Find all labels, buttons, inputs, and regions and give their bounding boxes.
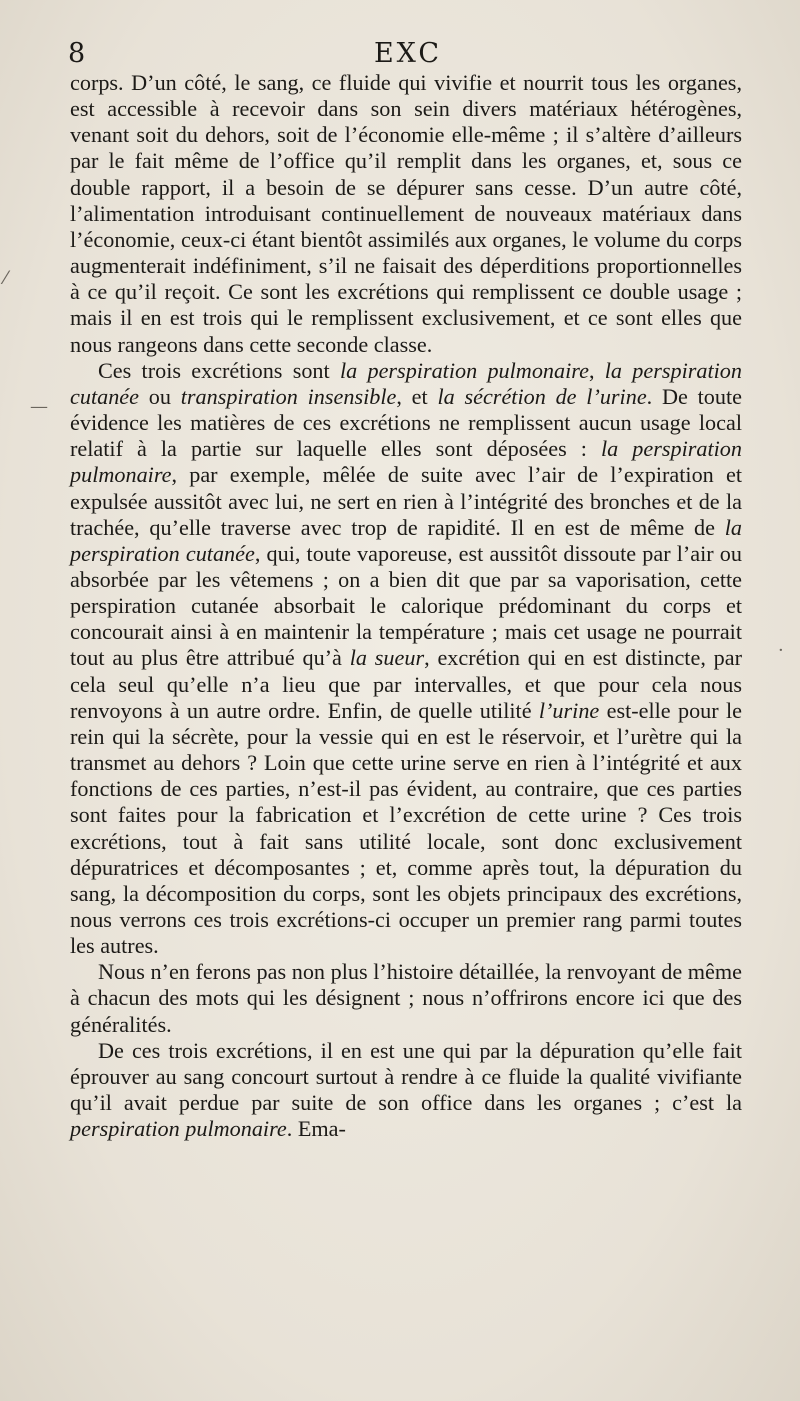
margin-dot-mark: ·	[778, 640, 784, 661]
text-run: Ces trois excrétions sont	[98, 357, 340, 383]
text-run: est-elle pour le rein qui la sécrète, pour la vessie qui en est le réservoir, et l’urètre qui la transmet au dehors ? Loin que cette urine serve en rien à l’intégrité et aux fonctions de ces parties, n’est-il pas évident, au contraire, que ces parties sont faites pour la fabrication et l’excrétion de cette urine ? Ces trois excrétions, tout à fait sans utilité locale, sont donc exclusivement dépuratrices et décomposantes ; et, comme après tout, la dépuration du sang, la décomposition du corps, sont les objets principaux des excrétions, nous verrons ces trois excrétions-ci occuper un premier rang parmi toutes les autres.	[70, 697, 742, 959]
margin-dash-mark: —	[30, 396, 48, 417]
page-number: 8	[68, 38, 86, 69]
body-text	[70, 70, 742, 1142]
text-run: , qui, toute vaporeuse, est aussitôt dissoute par l’air ou absorbée par les vêtemens ; on a bien dit que par sa vaporisation, cette perspiration cutanée absorbait le calorique prédominant du corps et concourait ainsi à en maintenir la température ; mais cet usage ne pourrait tout au plus être attribué qu’à	[70, 540, 742, 671]
italic-term: la perspiration cutanée	[70, 357, 742, 409]
italic-term: la perspiration pulmonaire	[339, 357, 589, 383]
italic-term: perspiration pulmonaire	[70, 1116, 287, 1142]
paragraph	[70, 70, 742, 358]
text-run: Nous n’en ferons pas non plus l’histoire détaillée, la renvoyant de même à chacun des mots qui les désignent ; nous n’offrirons encore ici que des généralités.	[70, 959, 742, 1037]
running-head	[68, 36, 748, 72]
italic-term: la perspiration cutanée	[70, 514, 742, 566]
text-run: , par exemple, mêlée de suite avec l’air de l’expiration et expulsée aussitôt avec lui, ne sert en rien à l’intégrité des bronches et de la trachée, qu’elle traverse avec trop de rapidité. Il en est de même de	[70, 462, 742, 540]
italic-term: la sueur	[349, 645, 425, 671]
text-run: , excrétion qui en est distincte, par cela seul qu’elle n’a lieu que par intervalles, et que pour cela nous renvoyons à un autre ordre. Enfin, de quelle utilité	[70, 645, 743, 723]
paragraph	[70, 358, 742, 960]
text-run: , et	[396, 383, 438, 409]
text-run: . De toute évidence les matières de ces excrétions ne remplissent aucun usage local relatif à la partie sur laquelle elles sont déposées :	[70, 383, 742, 462]
italic-term: transpiration insensible	[180, 383, 397, 409]
italic-term: l’urine	[538, 697, 600, 723]
text-run: ,	[588, 357, 605, 383]
italic-term: la sécrétion de l’urine	[437, 383, 647, 409]
text-run: De ces trois excrétions, il en est une qui par la dépuration qu’elle fait éprouver au sang concourt surtout à rendre à ce fluide la qualité vivifiante qu’il avait perdue par suite de son office dans les organes ; c’est la	[70, 1037, 742, 1116]
text-run: corps. D’un côté, le sang, ce fluide qui vivifie et nourrit tous les organes, est accessible à recevoir dans son sein divers matériaux hétérogènes, venant soit du dehors, soit de l’économie elle-même ; il s’altère d’ailleurs par le fait même de l’office qu’il remplit dans les organes, et, sous ce double rapport, il a besoin de se dépurer sans cesse. D’un autre côté, l’alimentation introduisant continuellement de nouveaux matériaux dans l’économie, ceux-ci étant bientôt assimilés aux organes, le volume du corps augmenterait indéfiniment, s’il ne faisait des déperditions proportionnelles à ce qu’il reçoit. Ce sont les excrétions qui remplissent ce double usage ; mais il en est trois qui le remplissent exclusivement, et ce sont elles que nous rangeons dans cette seconde classe.	[70, 70, 742, 357]
paragraph	[70, 1038, 742, 1143]
italic-term: la perspiration pulmonaire	[70, 436, 742, 488]
paragraph	[70, 959, 742, 1037]
running-title: EXC	[373, 38, 443, 69]
text-run: . Ema-	[286, 1116, 346, 1142]
text-run: ou	[139, 383, 181, 409]
margin-tick-mark: ⁄	[4, 268, 8, 289]
